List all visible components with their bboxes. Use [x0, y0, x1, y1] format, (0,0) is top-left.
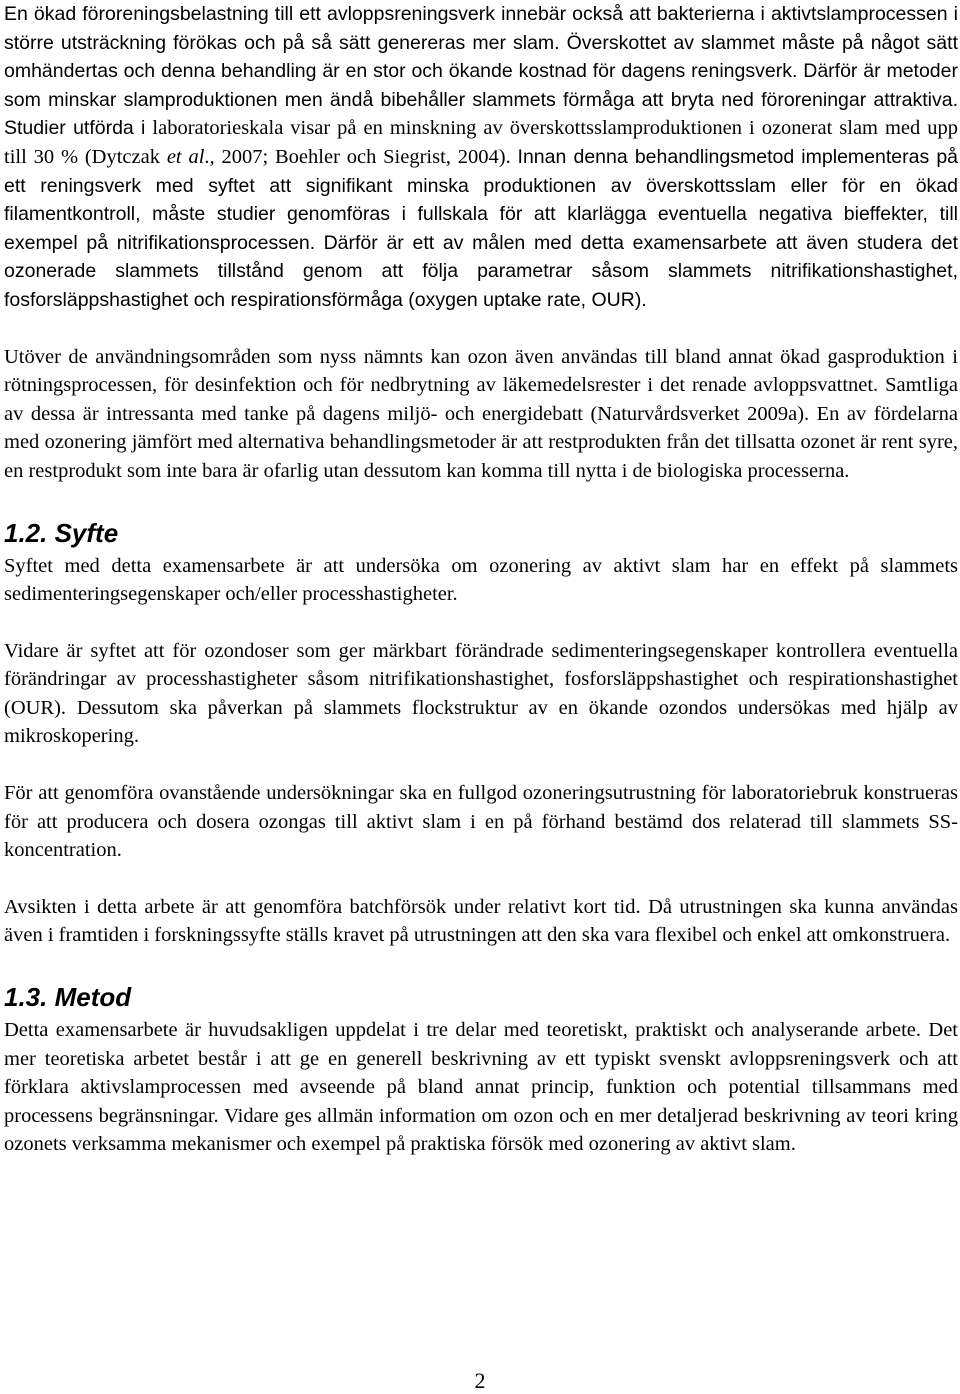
section-heading-metod: 1.3. Metod	[4, 982, 132, 1013]
page-number: 2	[474, 1368, 486, 1393]
document-page	[4, 0, 958, 1159]
intro-p1-sentence-1: En ökad föroreningsbelastning till ett avloppsreningsverk innebär också att bakterierna i aktivtslamprocessen i större utsträckning förökas och på så sätt genereras mer slam. Överskottet av slammet måste på något sätt omhändertas och denna behandling är en stor och ökande kostnad för dagens reningsverk. Därför är metoder som minskar slamproduktionen men ändå bibehåller slammets förmåga att bryta ned föroreningar attraktiva. Studier utförda i	[4, 3, 958, 140]
intro-p1-citation: ., 2007; Boehler och Siegrist, 2004).	[204, 145, 511, 168]
intro-p1-sentence-5: Därför är ett av målen med detta examensarbete att även studera det ozonerade slammets tillstånd genom att följa parametrar såsom slammets nitrifikationshastighet, fosforsläppshastighet och respirationsförmåga (oxygen uptake rate, OUR).	[4, 231, 958, 311]
section-heading-syfte: 1.2. Syfte	[4, 517, 119, 548]
intro-p1-sentence-2: laboratorieskala visar på en minskning av överskottsslamproduktionen i ozonerat slam med upp till 30 % (Dytczak	[4, 117, 959, 168]
intro-p1-sentence-4: Innan denna behandlingsmetod implementeras på ett reningsverk med syftet att signifikant minska produktionen av överskottsslam eller för en ökad filamentkontroll, måste studier genomföras i fullskala för att klarlägga eventuella negativa bieffekter, till exempel på nitrifikationsprocessen.	[4, 145, 959, 254]
syfte-paragraph-4: Avsikten i detta arbete är att genomföra batchförsök under relativt kort tid. Då utrustningen ska kunna användas även i framtiden i forskningssyfte ställs kravet på utrustningen att den ska vara flexibel och enkel att omkonstruera.	[4, 895, 958, 947]
intro-paragraph-1	[4, 0, 958, 315]
syfte-paragraph-2: Vidare är syftet att för ozondoser som ger märkbart förändrade sedimenteringsegenskaper kontrollera eventuella förändringar av processhastigheter såsom nitrifikationshastighet, fosforsläppshastighet och respirationshastighet (OUR). Dessutom ska påverkan på slammets flockstruktur av en ökande ozondos undersökas med hjälp av mikroskopering.	[4, 639, 958, 748]
intro-p1-italic-et-al: et al	[166, 145, 205, 168]
intro-paragraph-2: Utöver de användningsområden som nyss nämnts kan ozon även användas till bland annat ökad gasproduktion i rötningsprocessen, för desinfektion och för nedbrytning av läkemedelsrester i det renade avloppsvattnet. Samtliga av dessa är intressanta med tanke på dagens miljö- och energidebatt (Naturvårdsverket 2009a). En av fördelarna med ozonering jämfört med alternativa behandlingsmetoder är att restprodukten från det tillsatta ozonet är rent syre, en restprodukt som inte bara är ofarlig utan dessutom kan komma till nytta i de biologiska processerna.	[4, 345, 958, 482]
syfte-paragraph-1: Syftet med detta examensarbete är att undersöka om ozonering av aktivt slam har en effekt på slammets sedimenteringsegenskaper och/eller processhastigheter.	[4, 554, 958, 606]
syfte-paragraph-3: För att genomföra ovanstående undersökningar ska en fullgod ozoneringsutrustning för laboratoriebruk konstrueras för att producera och dosera ozongas till aktivt slam i en på förhand bestämd dos relaterad till slammets SS-koncentration.	[4, 782, 958, 862]
metod-paragraph-1: Detta examensarbete är huvudsakligen uppdelat i tre delar med teoretiskt, praktiskt och analyserande arbete. Det mer teoretiska arbetet består i att ge en generell beskrivning av ett typiskt svenskt avloppsreningsverk och att förklara aktivslamprocessen med avseende på bland annat princip, funktion och potential tillsammans med processens begränsningar. Vidare ges allmän information om ozon och en mer detaljerad beskrivning av teori kring ozonets verksamma mekanismer och exempel på praktiska försök med ozonering av aktivt slam.	[4, 1019, 958, 1156]
